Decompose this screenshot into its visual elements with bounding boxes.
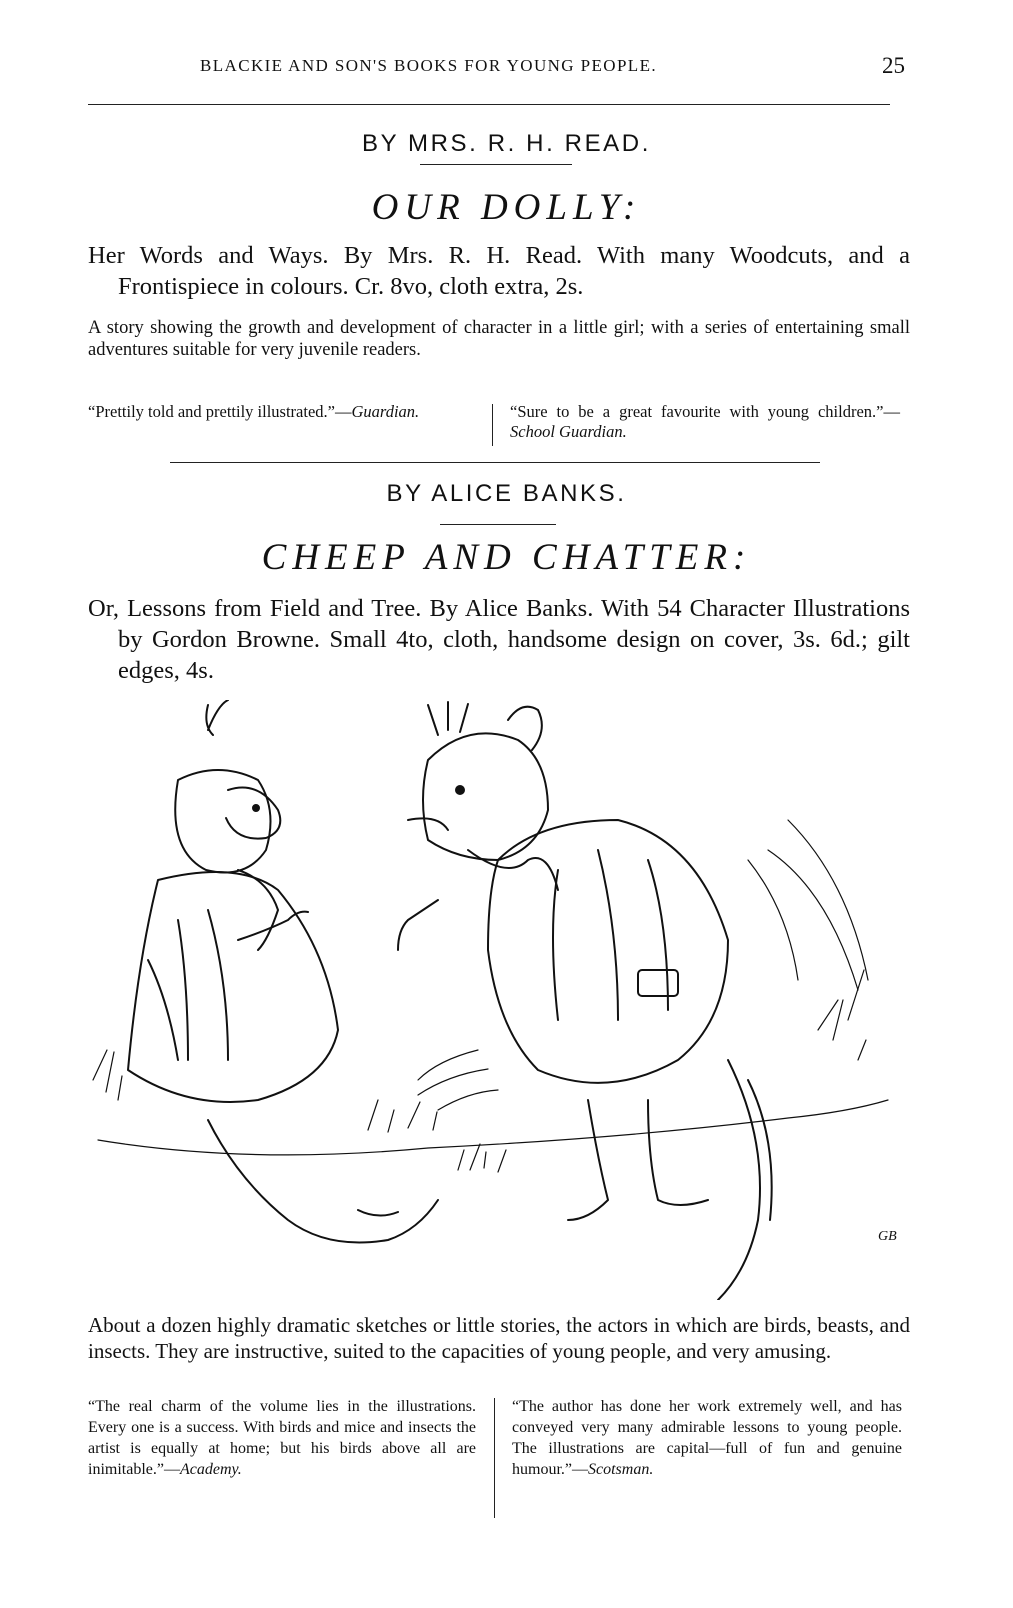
review-text: “Prettily told and prettily illustrated.”— (88, 402, 352, 421)
book-blurb-cheep-and-chatter: About a dozen highly dramatic sketches or little stories, the actors in which are birds, beasts, and insects. They are instructive, suited to the capacities of young people, and very amusing. (88, 1313, 910, 1363)
mouse-in-coat (398, 702, 772, 1300)
review-scotsman (512, 1396, 902, 1480)
review-source: Guardian. (351, 402, 420, 421)
header-rule (88, 104, 890, 105)
column-divider (494, 1398, 495, 1518)
review-guardian (88, 402, 478, 422)
section-rule (170, 462, 820, 463)
artist-signature: GB (878, 1229, 897, 1244)
review-source: School Guardian. (510, 422, 627, 441)
review-text: “The real charm of the volume lies in the illustrations. Every one is a success. With birds and mice and insects the artist is equally at home; but his birds above all are inimitable.”— (88, 1398, 476, 1478)
mice-illustration (88, 700, 910, 1300)
review-source: Academy. (179, 1461, 242, 1478)
book-title-our-dolly: OUR DOLLY: (371, 187, 642, 228)
book-blurb-our-dolly: A story showing the growth and development of character in a little girl; with a series of entertaining small adventures suitable for very juvenile readers. (88, 318, 910, 360)
book-title-cheep-and-chatter: CHEEP AND CHATTER: (261, 537, 752, 578)
author-heading-banks: BY ALICE BANKS. (386, 480, 627, 507)
book-description-cheep-and-chatter: Or, Lessons from Field and Tree. By Alice Banks. With 54 Character Illustrations by Gordon Browne. Small 4to, cloth, handsome design on cover, 3s. 6d.; gilt edges, 4s. (88, 595, 910, 684)
book-description-our-dolly: Her Words and Ways. By Mrs. R. H. Read. With many Woodcuts, and a Frontispiece in colours. Cr. 8vo, cloth extra, 2s. (88, 242, 910, 300)
review-text: “The author has done her work extremely well, and has conveyed very many admirable lessons to young people. The illustrations are capital—full of fun and genuine humour.”— (512, 1398, 902, 1478)
running-title: BLACKIE AND SON'S BOOKS FOR YOUNG PEOPLE. (200, 56, 658, 75)
running-head (88, 53, 905, 82)
short-rule (420, 164, 572, 165)
short-rule (440, 524, 556, 525)
review-source: Scotsman. (588, 1461, 654, 1478)
review-text: “Sure to be a great favourite with young children.”— (510, 402, 900, 421)
page-number: 25 (882, 53, 905, 78)
author-heading-read: BY MRS. R. H. READ. (361, 130, 651, 157)
review-academy (88, 1396, 476, 1480)
column-divider (492, 404, 493, 446)
review-school-guardian (510, 402, 900, 442)
mouse-in-bonnet (128, 700, 438, 1243)
